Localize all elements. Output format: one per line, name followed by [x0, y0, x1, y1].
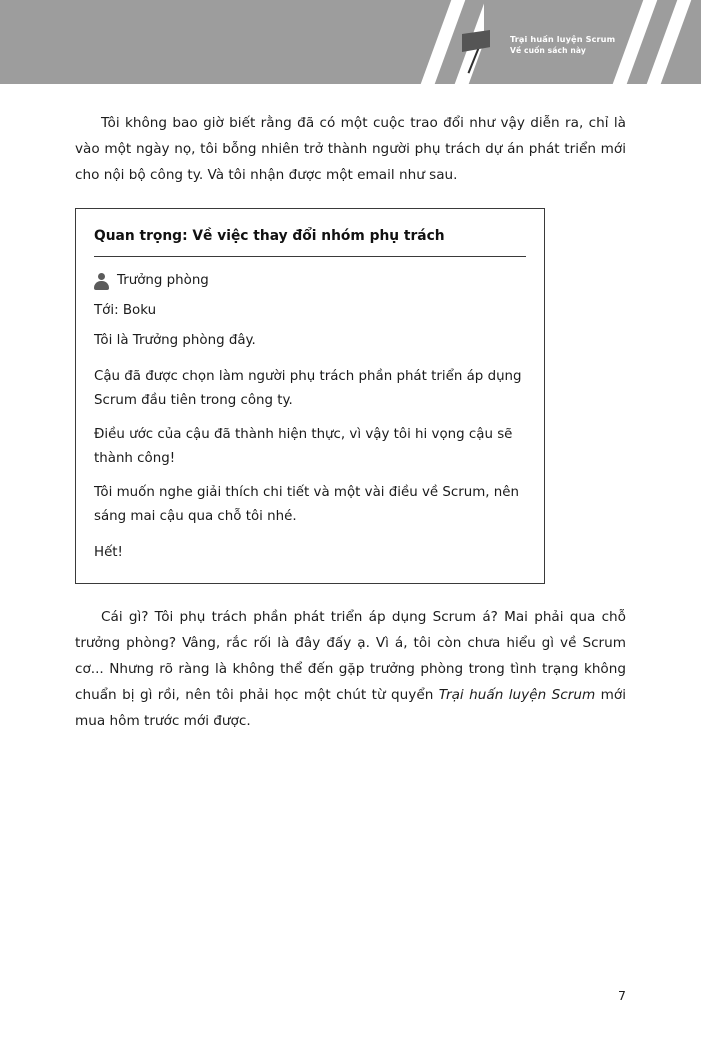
header-text-group [510, 34, 650, 56]
page-number: 7 [618, 988, 626, 1003]
header-chapter-title: Về cuốn sách này [510, 46, 586, 56]
email-body-paragraph: Tôi muốn nghe giải thích chi tiết và một vài điều về Scrum, nên sáng mai cậu qua chỗ tôi nhé. [94, 485, 520, 524]
email-subject: Quan trọng: Về việc thay đổi nhóm phụ trách [94, 228, 445, 244]
avatar-head [98, 273, 105, 280]
email-sender-row [94, 269, 526, 293]
header-slash-decoration [647, 0, 692, 84]
header-book-title: Trại huấn luyện Scrum [510, 34, 616, 44]
email-signoff: Hết! [94, 545, 123, 560]
avatar-body [94, 281, 109, 290]
email-body-paragraph: Điều ước của cậu đã thành hiện thực, vì vậy tôi hi vọng cậu sẽ thành công! [94, 427, 513, 466]
closing-paragraph [75, 604, 626, 734]
flag-icon [462, 30, 502, 60]
avatar-icon [94, 272, 109, 290]
intro-paragraph: Tôi không bao giờ biết rằng đã có một cuộc trao đổi như vậy diễn ra, chỉ là vào một ngày nọ, tôi bỗng nhiên trở thành người phụ trách dự án phát triển mới cho nội bộ công ty. Và tôi nhận được một email như sau. [75, 115, 626, 183]
page-content [75, 110, 626, 734]
closing-book-title: Trại huấn luyện Scrum [438, 687, 596, 703]
email-recipient: Tới: Boku [94, 303, 157, 318]
flag-cloth [462, 30, 490, 52]
closing-text-part1: Cái gì? Tôi phụ trách phần phát triển áp dụng Scrum á? Mai phải qua chỗ trưởng phòng? Vâng, rắc rối là đây đấy ạ. Vì á, tôi còn chưa hiểu gì về Scrum cơ... Nhưng rõ ràng là không thể đến gặp trưởng phòng trong tình trạng không chuẩn bị gì rồi, nên tôi phải học một chút từ quyển [75, 609, 626, 703]
email-divider [94, 256, 526, 257]
email-body-paragraph: Cậu đã được chọn làm người phụ trách phần phát triển áp dụng Scrum đầu tiên trong công ty. [94, 369, 522, 408]
page-header [0, 0, 701, 84]
closing-text-part2: mới mua hôm trước mới được. [75, 687, 626, 729]
email-greeting: Tôi là Trưởng phòng đây. [94, 333, 256, 348]
email-sender-name: Trưởng phòng [117, 273, 209, 288]
email-callout-box [75, 208, 545, 584]
